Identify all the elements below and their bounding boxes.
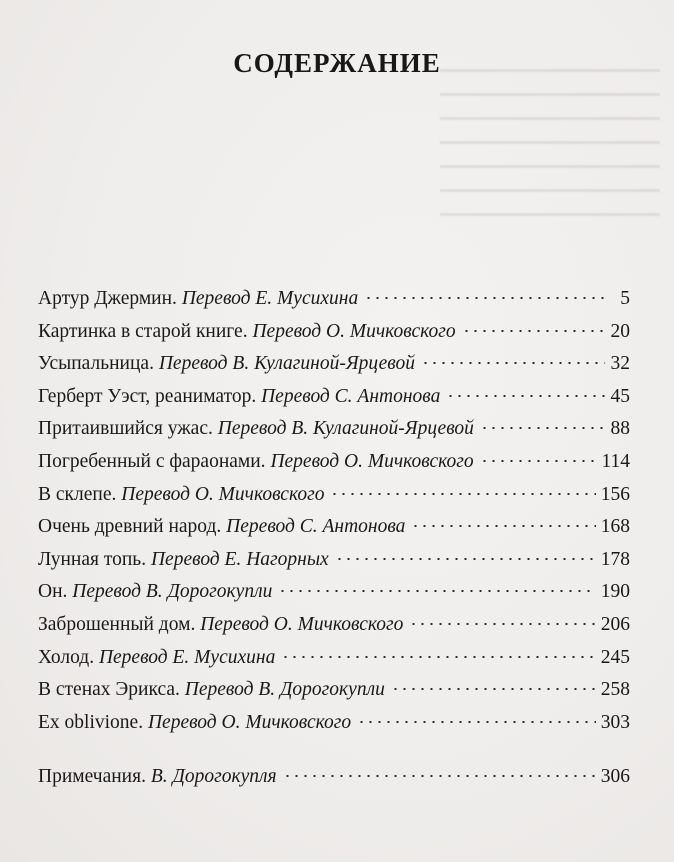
toc-entry-author: В. Дорогокупля [150, 766, 277, 788]
toc-entry-translator: Перевод В. Дорогокупли [72, 581, 273, 603]
toc-entry-translator: Перевод О. Мичковского [270, 450, 474, 472]
toc-entry-translator: Перевод О. Мичковского [200, 613, 404, 635]
toc-entry-translator: Перевод С. Антонова [226, 516, 406, 538]
toc-entry-page: 20 [610, 320, 630, 342]
table-of-contents [38, 283, 630, 794]
toc-entry [38, 609, 630, 642]
toc-entry-title: Очень древний народ. Перевод С. Антонова [38, 516, 406, 538]
toc-entry-page: 168 [600, 516, 630, 538]
toc-entry-title: Усыпальница. Перевод В. Кулагиной-Ярцевой [38, 353, 415, 375]
toc-entry-page: 178 [600, 548, 630, 570]
toc-entry [38, 674, 630, 707]
toc-entry [38, 413, 630, 446]
toc-entry-translator: Перевод В. Дорогокупли [184, 679, 385, 701]
toc-entry-translator: Перевод В. Кулагиной-Ярцевой [158, 353, 415, 375]
toc-entry-translator: Перевод В. Кулагиной-Ярцевой [217, 418, 474, 440]
dot-leader [462, 330, 605, 332]
toc-entry-title: Он. Перевод В. Дорогокупли [38, 581, 273, 603]
toc-entry [38, 707, 630, 740]
toc-entry [38, 544, 630, 577]
toc-entry-page: 5 [620, 288, 630, 309]
toc-entry [38, 348, 630, 381]
toc-entry-title: Холод. Перевод Е. Мусихина [38, 646, 276, 668]
dot-leader [446, 395, 605, 397]
toc-entry-translator: Перевод С. Антонова [261, 385, 441, 407]
toc-entry [38, 316, 630, 349]
toc-entry [38, 511, 630, 544]
dot-leader [421, 362, 605, 364]
dot-leader [281, 656, 595, 658]
toc-entry-page: 45 [610, 385, 630, 407]
toc-entry [38, 576, 630, 609]
toc-entry-page: 156 [600, 483, 630, 505]
toc-entry-title: Заброшенный дом. Перевод О. Мичковского [38, 613, 404, 635]
dot-leader [480, 460, 597, 462]
toc-entry-page: 245 [600, 646, 630, 668]
toc-entry [38, 283, 630, 316]
dot-leader [480, 427, 605, 429]
toc-entry-page: 32 [610, 353, 630, 375]
toc-entry-title: Герберт Уэст, реаниматор. Перевод С. Антонова [38, 385, 441, 407]
toc-entry-page: 258 [600, 679, 630, 701]
toc-entry-translator: Перевод О. Мичковского [121, 483, 325, 505]
toc-entry [38, 446, 630, 479]
toc-entry-translator: Перевод Е. Мусихина [98, 646, 276, 668]
toc-entry-translator: Перевод О. Мичковского [147, 711, 352, 733]
toc-entry-title: В склепе. Перевод О. Мичковского [38, 483, 325, 505]
section-gap [38, 739, 630, 761]
toc-entry-title: Притаившийся ужас. Перевод В. Кулагиной-Ярцевой [38, 418, 474, 440]
dot-leader [411, 525, 595, 527]
toc-entry-title: Артур Джермин. Перевод Е. Мусихина [38, 288, 359, 309]
toc-entry-title: Лунная топь. Перевод Е. Нагорных [38, 548, 329, 570]
toc-entry [38, 381, 630, 414]
toc-entry-title: Примечания. В. Дорогокупля [38, 766, 277, 788]
dot-leader [357, 721, 596, 723]
toc-entry [38, 479, 630, 512]
page-title: СОДЕРЖАНИЕ [233, 48, 441, 78]
toc-entry-page: 303 [600, 711, 630, 733]
toc-entry-page: 190 [600, 581, 630, 603]
toc-entry-page: 114 [601, 450, 630, 472]
dot-leader [330, 493, 595, 495]
toc-entry-title: Ex oblivione. Перевод О. Мичковского [38, 711, 352, 733]
toc-entry-page: 206 [600, 613, 630, 635]
toc-entry-title: Погребенный с фараонами. Перевод О. Мичковского [38, 450, 474, 472]
toc-entry-title: Картинка в старой книге. Перевод О. Мичковского [38, 320, 456, 342]
toc-entry [38, 642, 630, 675]
toc-entry-page: 88 [610, 418, 630, 440]
toc-entry-translator: Перевод Е. Мусихина [181, 288, 359, 309]
toc-entry-translator: Перевод Е. Нагорных [150, 548, 329, 570]
dot-leader [335, 558, 596, 560]
toc-entry-notes [38, 761, 630, 794]
toc-entry-page: 306 [600, 766, 630, 788]
dot-leader [283, 775, 596, 777]
toc-entry-translator: Перевод О. Мичковского [252, 320, 456, 342]
dot-leader [278, 590, 595, 592]
toc-entry-title: В стенах Эрикса. Перевод В. Дорогокупли [38, 679, 385, 701]
dot-leader [391, 688, 596, 690]
dot-leader [364, 297, 605, 299]
dot-leader [409, 623, 595, 625]
